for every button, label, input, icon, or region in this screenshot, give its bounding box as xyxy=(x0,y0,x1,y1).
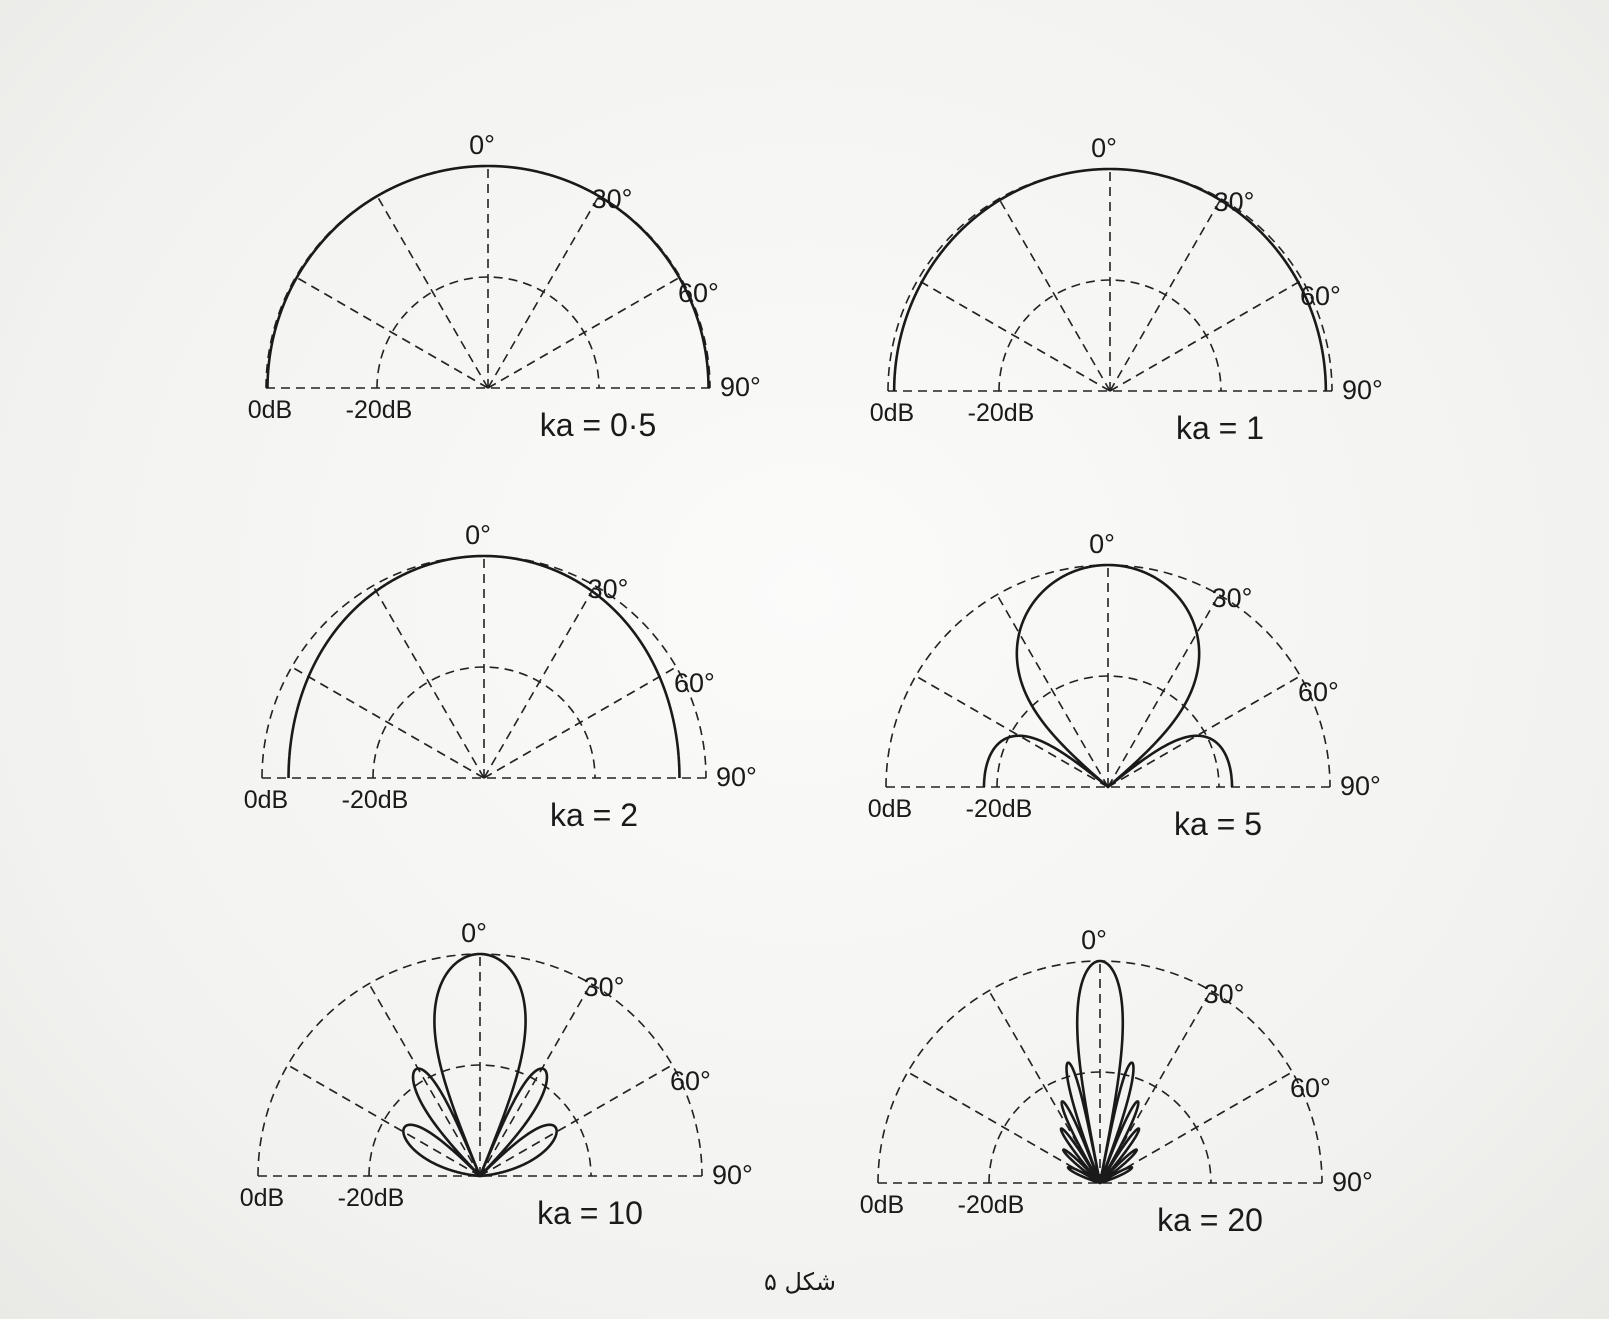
radial-spoke xyxy=(999,199,1110,391)
radial-spoke xyxy=(484,586,595,778)
radial-db-label: 0dB xyxy=(239,1184,285,1212)
angle-label: 60° xyxy=(1298,677,1339,707)
radial-spoke xyxy=(377,196,488,388)
angle-label: 90° xyxy=(1342,375,1383,405)
ka-label: ka = 20 xyxy=(1157,1202,1263,1238)
angle-label: 60° xyxy=(1300,281,1341,311)
radial-db-label: 0dB xyxy=(243,786,289,814)
angle-label: 0° xyxy=(1089,529,1115,559)
angle-label: 30° xyxy=(591,184,633,214)
radial-spoke xyxy=(296,277,488,388)
polar-plot-6 xyxy=(860,925,1373,1238)
radial-spoke xyxy=(1110,280,1302,391)
angle-label: 30° xyxy=(583,972,625,1002)
angle-label: 0° xyxy=(469,130,495,160)
polar-plot-2 xyxy=(870,133,1383,446)
radial-spoke xyxy=(484,667,676,778)
angle-label: 90° xyxy=(720,372,761,402)
angle-label: 0° xyxy=(461,918,487,948)
radial-db-label: -20dB xyxy=(345,396,413,424)
angle-label: 30° xyxy=(1213,187,1255,217)
radial-db-label: -20dB xyxy=(967,399,1035,427)
angle-label: 60° xyxy=(674,668,715,698)
angle-label: 0° xyxy=(1081,925,1107,955)
angle-label: 60° xyxy=(1290,1073,1331,1103)
angle-label: 0° xyxy=(1091,133,1117,163)
radial-db-label: 0dB xyxy=(859,1191,905,1219)
polar-plot-5 xyxy=(240,918,753,1231)
angle-label: 90° xyxy=(716,762,757,792)
radial-spoke xyxy=(916,676,1108,787)
angle-label: 0° xyxy=(465,520,491,550)
radial-spoke xyxy=(1108,595,1219,787)
radial-db-label: -20dB xyxy=(341,786,409,814)
angle-label: 30° xyxy=(1203,979,1245,1009)
polar-plot-3 xyxy=(244,520,757,833)
ka-label: ka = 1 xyxy=(1175,410,1265,446)
radial-db-label: -20dB xyxy=(965,795,1033,823)
radial-spoke xyxy=(1110,199,1221,391)
angle-label: 30° xyxy=(1211,583,1253,613)
radial-spoke xyxy=(1108,676,1300,787)
radial-spoke xyxy=(488,277,680,388)
angle-label: 60° xyxy=(678,278,719,308)
radial-spoke xyxy=(480,984,591,1176)
ka-label: ka = 10 xyxy=(537,1195,643,1231)
polar-plot-4 xyxy=(868,529,1381,842)
radial-spoke xyxy=(480,1065,672,1176)
angle-label: 30° xyxy=(587,574,629,604)
radial-spoke xyxy=(488,196,599,388)
radial-db-label: -20dB xyxy=(957,1191,1025,1219)
radial-db-label: -20dB xyxy=(337,1184,405,1212)
radial-db-label: 0dB xyxy=(247,396,293,424)
ka-label: ka = 5 xyxy=(1173,806,1263,842)
radial-spoke xyxy=(369,984,480,1176)
polar-plot-1 xyxy=(248,130,761,443)
angle-label: 90° xyxy=(712,1160,753,1190)
radial-spoke xyxy=(288,1065,480,1176)
ka-label: ka = 0·5 xyxy=(539,407,657,443)
angle-label: 60° xyxy=(670,1066,711,1096)
ka-label: ka = 2 xyxy=(549,797,639,833)
figure-caption: شکل ۵ xyxy=(763,1268,837,1296)
radial-spoke xyxy=(997,595,1108,787)
radial-spoke xyxy=(918,280,1110,391)
radial-spoke xyxy=(373,586,484,778)
angle-label: 90° xyxy=(1340,771,1381,801)
radial-db-label: 0dB xyxy=(869,399,915,427)
angle-label: 90° xyxy=(1332,1167,1373,1197)
radial-db-label: 0dB xyxy=(867,795,913,823)
radial-spoke xyxy=(292,667,484,778)
